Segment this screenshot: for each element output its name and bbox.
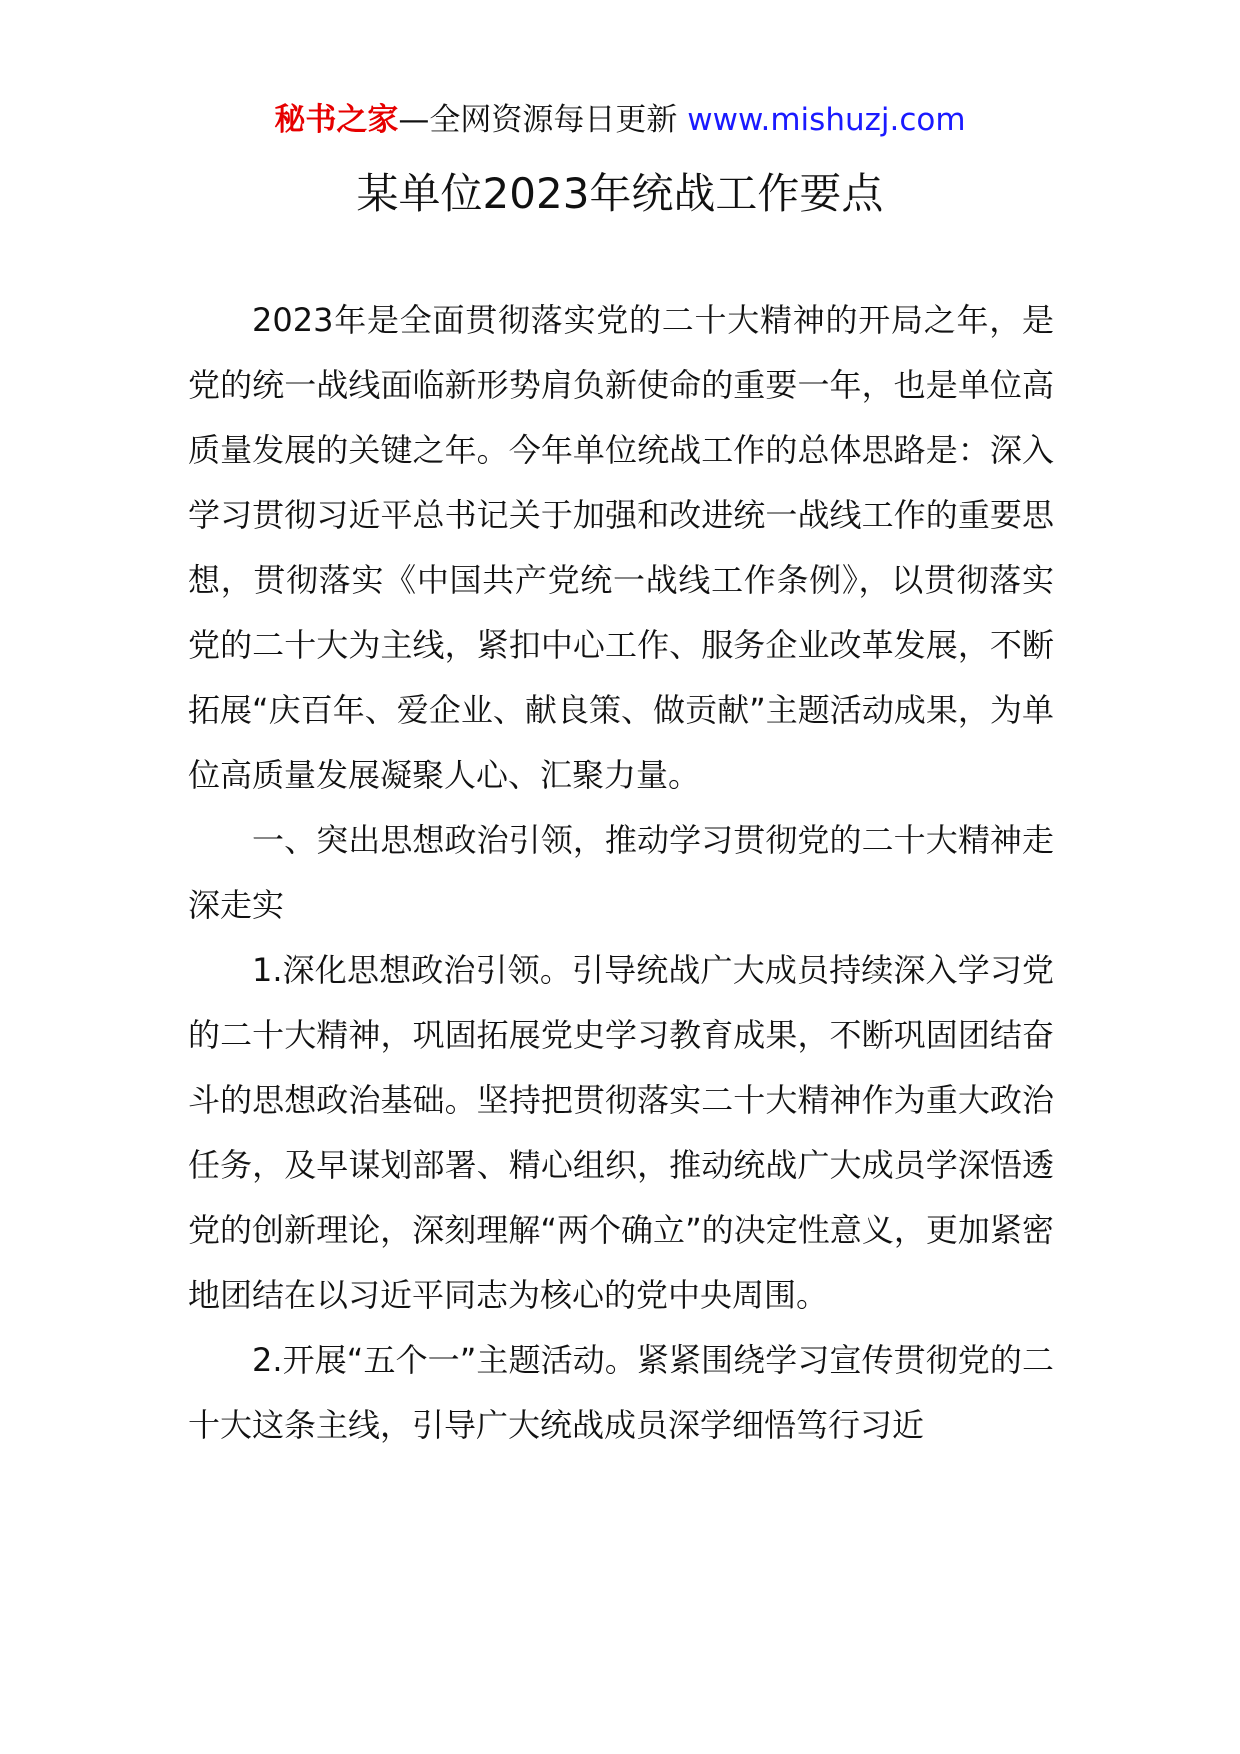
- document-title: 某单位2023年统战工作要点: [356, 169, 884, 218]
- header-slogan: —全网资源每日更新: [398, 102, 678, 138]
- brand-name: 秘书之家: [274, 102, 399, 138]
- site-header: [0, 100, 1240, 140]
- document-body: [188, 288, 1054, 1458]
- site-url-link[interactable]: www.mishuzj.com: [687, 102, 966, 138]
- item-paragraph-1: 1.深化思想政治引领。引导统战广大成员持续深入学习党的二十大精神，巩固拓展党史学习教育成果，不断巩固团结奋斗的思想政治基础。坚持把贯彻落实二十大精神作为重大政治任务，及早谋划部署、精心组织，推动统战广大成员学深悟透党的创新理论，深刻理解“两个确立”的决定性意义，更加紧密地团结在以习近平同志为核心的党中央周围。: [188, 951, 1054, 1314]
- intro-paragraph: 2023年是全面贯彻落实党的二十大精神的开局之年，是党的统一战线面临新形势肩负新使命的重要一年，也是单位高质量发展的关键之年。今年单位统战工作的总体思路是：深入学习贯彻习近平总书记关于加强和改进统一战线工作的重要思想，贯彻落实《中国共产党统一战线工作条例》，以贯彻落实党的二十大为主线，紧扣中心工作、服务企业改革发展，不断拓展“庆百年、爱企业、献良策、做贡献”主题活动成果，为单位高质量发展凝聚人心、汇聚力量。: [188, 301, 1054, 794]
- section-heading-1: 一、突出思想政治引领，推动学习贯彻党的二十大精神走深走实: [188, 821, 1054, 924]
- item-paragraph-2: 2.开展“五个一”主题活动。紧紧围绕学习宣传贯彻党的二十大这条主线，引导广大统战成员深学细悟笃行习近: [188, 1341, 1054, 1444]
